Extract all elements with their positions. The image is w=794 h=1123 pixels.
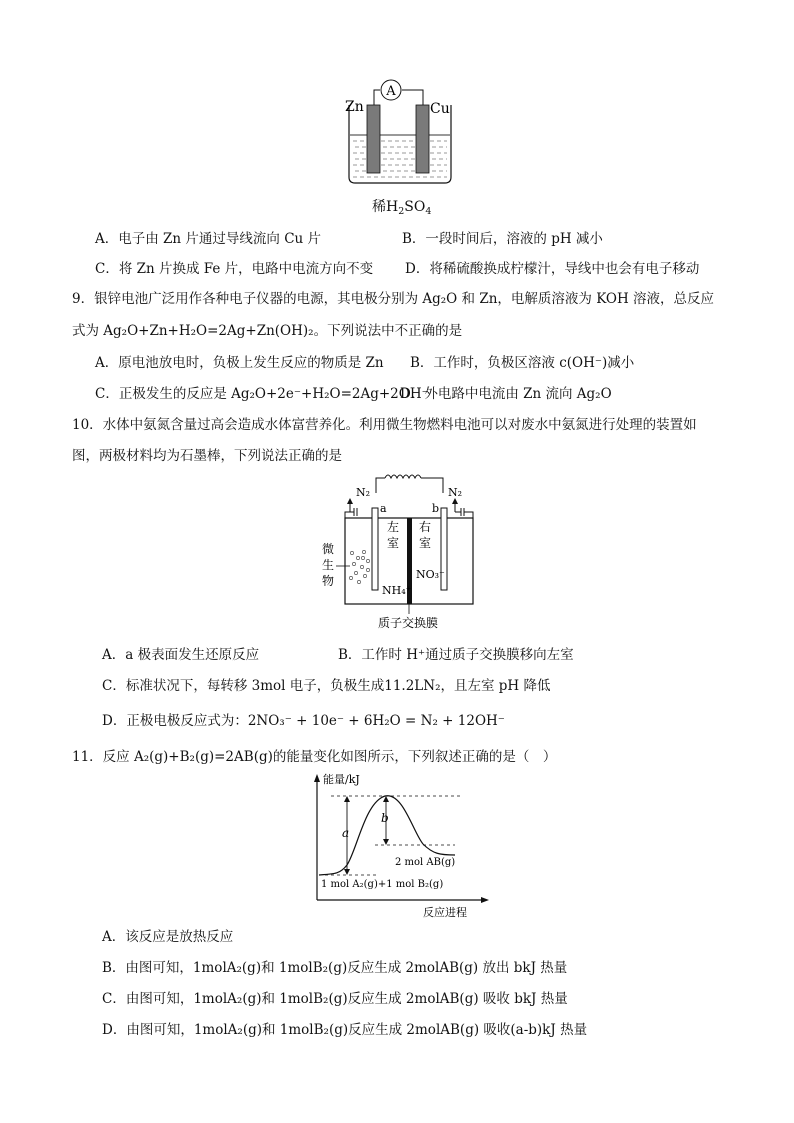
microbe-label-2: 生: [322, 558, 335, 572]
right-room-label: 右: [419, 520, 432, 534]
q11-option-c: C．由图可知，1molA₂(g)和 1molB₂(g)反应生成 2molAB(g) 吸收 bkJ 热量: [102, 991, 568, 1007]
electrode-b-label: b: [432, 502, 440, 515]
n2-left-label: N₂: [356, 486, 371, 499]
electrode-a: [372, 508, 378, 590]
ammeter-label: A: [386, 84, 396, 99]
q9-stem-line2: 式为 Ag₂O+Zn+H₂O=2Ag+Zn(OH)₂。下列说法中不正确的是: [72, 323, 463, 339]
y-axis-label: 能量/kJ: [323, 773, 360, 786]
q9-option-a: A．原电池放电时，负极上发生反应的物质是 Zn: [95, 355, 384, 371]
q8-option-d: D．将稀硫酸换成柠檬汁，导线中也会有电子移动: [405, 261, 700, 277]
x-axis-label: 反应进程: [423, 906, 467, 919]
left-room-label-2: 室: [387, 536, 400, 550]
q10-stem-line1: 10．水体中氨氮含量过高会造成水体富营养化。利用微生物燃料电池可以对废水中氨氮进行处理的装置如: [72, 417, 697, 433]
figure1-caption: 稀$H_2SO_4$: [372, 199, 432, 217]
membrane-label: 质子交换膜: [378, 616, 439, 630]
q11-option-a: A．该反应是放热反应: [102, 929, 234, 945]
q8-option-b: B．一段时间后，溶液的 pH 减小: [402, 231, 603, 247]
q8-option-a: A．电子由 Zn 片通过导线流向 Cu 片: [95, 231, 322, 247]
q10-option-c: C．标准状况下，每转移 3mol 电子，负极生成11.2LN₂，且左室 pH 降低: [102, 678, 551, 694]
microbe-label-1: 微: [322, 542, 335, 556]
resistor-coil: [385, 475, 421, 478]
q11-option-d: D．由图可知，1molA₂(g)和 1molB₂(g)反应生成 2molAB(g) 吸收(a-b)kJ 热量: [102, 1022, 588, 1038]
energy-diagram: [295, 770, 495, 920]
q10-option-b: B．工作时 H⁺通过质子交换膜移向左室: [338, 647, 574, 663]
zn-label: Zn: [345, 99, 364, 115]
left-room-label: 左: [387, 520, 400, 534]
cu-electrode: [416, 105, 429, 173]
nh4-label: NH₄⁺: [382, 584, 412, 597]
energy-b-label: b: [381, 811, 389, 825]
electrode-a-label: a: [380, 502, 387, 515]
zn-electrode: [367, 105, 380, 173]
q9-stem-line1: 9．银锌电池广泛用作各种电子仪器的电源，其电极分别为 Ag₂O 和 Zn，电解质溶液为 KOH 溶液，总反应: [72, 291, 715, 307]
q10-option-d: D．正极电极反应式为：2NO₃⁻ + 10e⁻ + 6H₂O = N₂ + 12OH⁻: [102, 713, 505, 729]
microbe-label-3: 物: [322, 574, 335, 588]
cu-label: Cu: [430, 101, 450, 117]
q10-option-a: A．a 极表面发生还原反应: [102, 647, 260, 663]
q9-option-c: C．正极发生的反应是 Ag₂O+2e⁻+H₂O=2Ag+2OH⁻: [95, 386, 429, 402]
q8-option-c: C．将 Zn 片换成 Fe 片，电路中电流方向不变: [95, 261, 374, 277]
product-label: 2 mol AB(g): [395, 857, 456, 868]
n2-right-label: N₂: [448, 486, 463, 499]
q9-option-b: B．工作时，负极区溶液 c(OH⁻)减小: [410, 355, 635, 371]
energy-a-label: a: [342, 826, 350, 840]
fuel-cell-figure: [310, 468, 500, 633]
q11-option-b: B．由图可知，1molA₂(g)和 1molB₂(g)反应生成 2molAB(g) 放出 bkJ 热量: [102, 960, 568, 976]
q11-stem: 11．反应 A₂(g)+B₂(g)=2AB(g)的能量变化如图所示，下列叙述正确的是（ ）: [72, 749, 557, 765]
q9-option-d: D．外电路中电流由 Zn 流向 Ag₂O: [400, 386, 612, 402]
no3-label: NO₃⁻: [416, 568, 445, 581]
reactant-label: 1 mol A₂(g)+1 mol B₂(g): [321, 879, 444, 890]
right-room-label-2: 室: [419, 536, 432, 550]
microbe-dots: [349, 550, 369, 583]
q10-stem-line2: 图，两极材料均为石墨棒，下列说法正确的是: [72, 448, 342, 464]
